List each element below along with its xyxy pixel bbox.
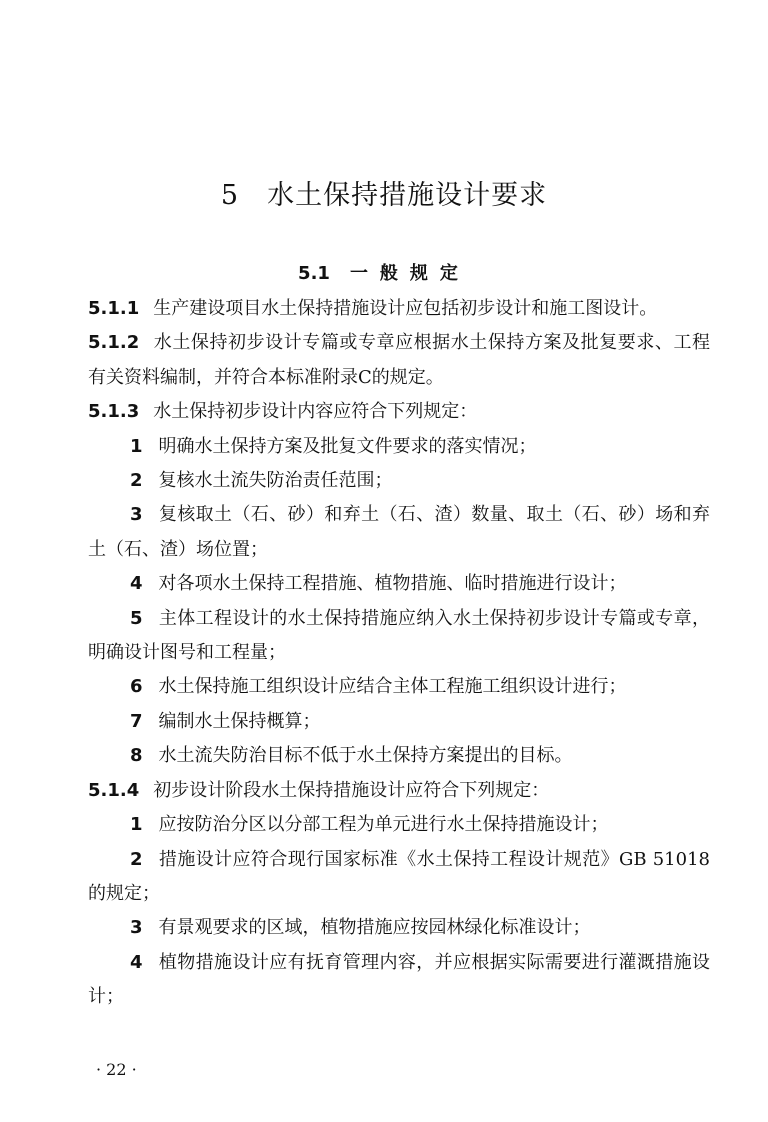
item-text: 明确水土保持方案及批复文件要求的落实情况； [158,435,537,457]
item-text: 措施设计应符合现行国家标准《水土保持工程设计规范》GB 51018的规定； [88,848,710,904]
page-number: · 22 · [96,1060,137,1079]
section-number: 5.1 [298,262,330,284]
item-text: 水土流失防治目标不低于水土保持方案提出的目标。 [158,745,573,767]
item-number: 2 [130,470,143,492]
chapter-title-text: 水土保持措施设计要求 [267,180,548,212]
list-item [88,808,710,842]
clause-number: 5.1.4 [88,779,140,801]
clause-number: 5.1.3 [88,401,140,423]
list-item [88,430,710,464]
clause-text: 水土保持初步设计专篇或专章应根据水土保持方案及批复要求、工程有关资料编制，并符合本标准附录C的规定。 [88,332,710,388]
item-text: 对各项水土保持工程措施、植物措施、临时措施进行设计； [158,573,627,595]
clause-number: 5.1.2 [88,332,140,354]
clause-text: 生产建设项目水土保持措施设计应包括初步设计和施工图设计。 [153,298,658,319]
chapter-number: 5 [220,180,240,212]
clause-number: 5.1.1 [88,298,140,319]
body-text [88,292,710,1015]
list-item [88,946,710,1015]
list-item [88,843,710,912]
item-number: 2 [130,848,143,870]
section-title-text: 一般规定 [349,262,470,284]
item-number: 3 [130,917,143,939]
list-item [88,602,710,671]
item-text: 有景观要求的区域，植物措施应按园林绿化标准设计； [158,917,591,939]
clause-text: 水土保持初步设计内容应符合下列规定： [153,401,478,423]
clause-5-1-3 [88,395,710,429]
item-text: 复核取土（石、砂）和弃土（石、渣）数量、取土（石、砂）场和弃土（石、渣）场位置； [88,504,710,560]
list-item [88,498,710,567]
clause-5-1-2 [88,326,710,395]
list-item [88,705,710,739]
item-text: 植物措施设计应有抚育管理内容，并应根据实际需要进行灌溉措施设计； [88,951,710,1008]
section-title [0,259,768,289]
item-text: 复核水土流失防治责任范围； [158,470,393,492]
item-text: 应按防治分区以分部工程为单元进行水土保持措施设计； [158,814,609,836]
clause-5-1-4 [88,774,710,808]
clause-5-1-1 [88,292,710,326]
clause-text: 初步设计阶段水土保持措施设计应符合下列规定： [153,779,550,801]
list-item [88,567,710,601]
item-text: 编制水土保持概算； [158,710,321,732]
item-number: 8 [130,745,143,767]
item-number: 4 [130,951,143,973]
item-text: 水土保持施工组织设计应结合主体工程施工组织设计进行； [158,676,627,698]
item-number: 6 [130,676,143,698]
item-number: 3 [130,504,143,526]
item-number: 1 [130,435,143,457]
list-item [88,464,710,498]
item-number: 7 [130,710,143,732]
list-item [88,911,710,945]
item-number: 5 [130,607,143,629]
list-item [88,670,710,704]
list-item [88,739,710,773]
item-number: 4 [130,573,143,595]
item-text: 主体工程设计的水土保持措施应纳入水土保持初步设计专篇或专章，明确设计图号和工程量； [88,607,710,664]
chapter-title [0,176,768,216]
item-number: 1 [130,814,143,836]
